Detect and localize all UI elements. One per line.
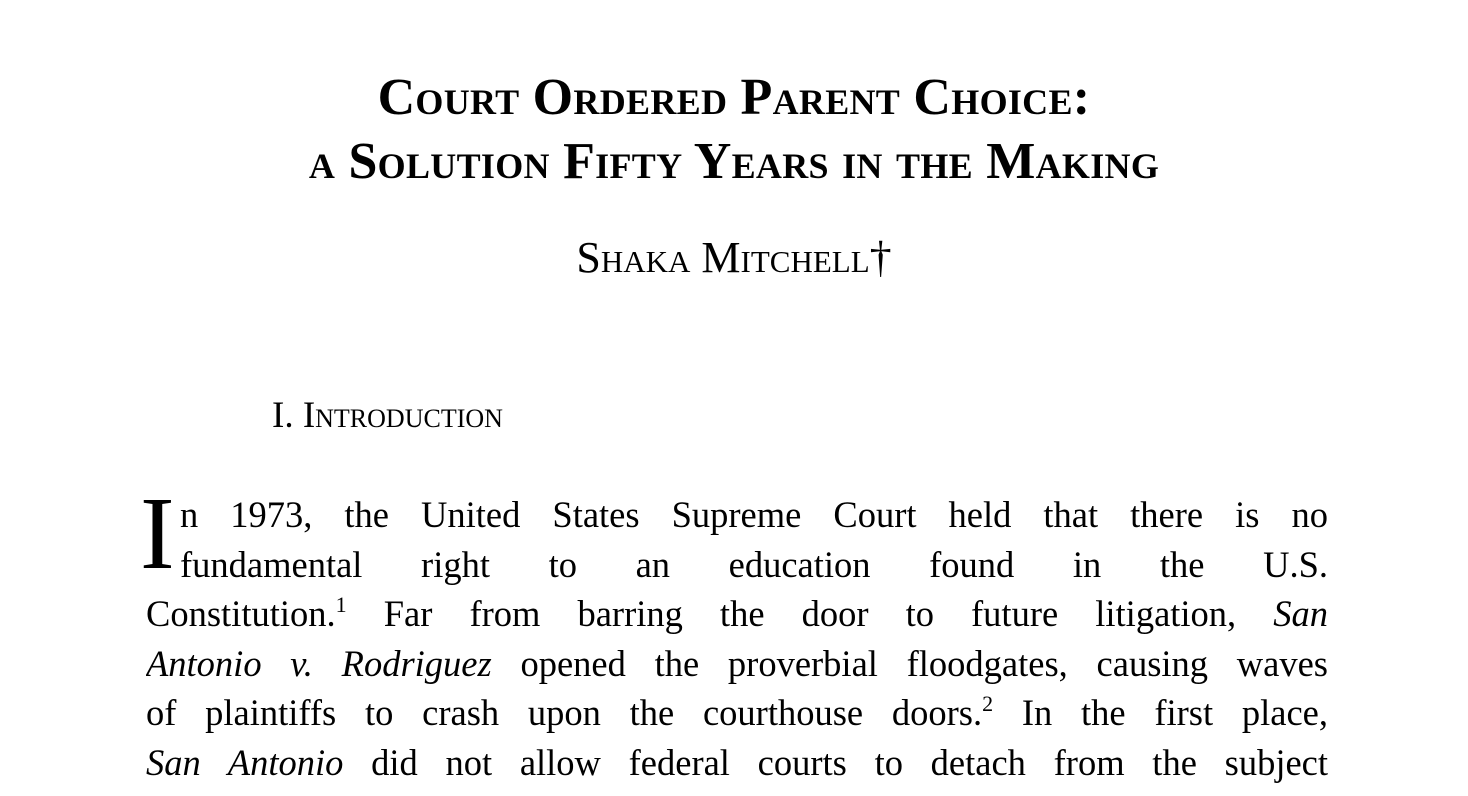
body-line-5-text-a: of plaintiffs to crash upon the courthouse doors. <box>146 692 983 733</box>
body-line-6-text: did not allow federal courts to detach from the subject <box>343 741 1328 783</box>
footnote-marker-2[interactable]: 2 <box>982 691 994 716</box>
body-line-1-text: n 1973, the United States Supreme Court held that there is no <box>180 494 1328 535</box>
article-title-line-2: a Solution Fifty Years in the Making <box>308 133 1160 190</box>
body-line-5 <box>146 688 1328 738</box>
footnote-marker-1[interactable]: 1 <box>335 592 347 617</box>
author-name: Shaka Mitchell† <box>576 233 892 282</box>
body-line-3-text-b: Far from barring the door to future litigation, <box>346 593 1274 634</box>
body-line-2-text: fundamental right to an education found in the U.S. <box>180 543 1328 585</box>
case-name-italic: San <box>1273 593 1328 634</box>
body-line-3-text-a: Constitution. <box>146 593 336 634</box>
body-line-5-text-b: In the first place, <box>993 692 1328 733</box>
case-name-italic: San Antonio <box>146 741 344 783</box>
body-line-1 <box>146 490 1328 540</box>
case-name-italic: Antonio v. Rodriguez <box>146 642 492 684</box>
body-line-4-text: opened the proverbial floodgates, causing waves <box>491 642 1328 684</box>
body-line-6 <box>146 738 1328 788</box>
body-line-4 <box>146 639 1328 689</box>
drop-cap: I <box>140 476 175 591</box>
body-line-2 <box>146 540 1328 590</box>
body-paragraph <box>140 476 1328 787</box>
body-line-3 <box>146 589 1328 639</box>
article-title-line-1: Court Ordered Parent Choice: <box>377 69 1091 126</box>
section-heading: I. Introduction <box>272 395 503 436</box>
